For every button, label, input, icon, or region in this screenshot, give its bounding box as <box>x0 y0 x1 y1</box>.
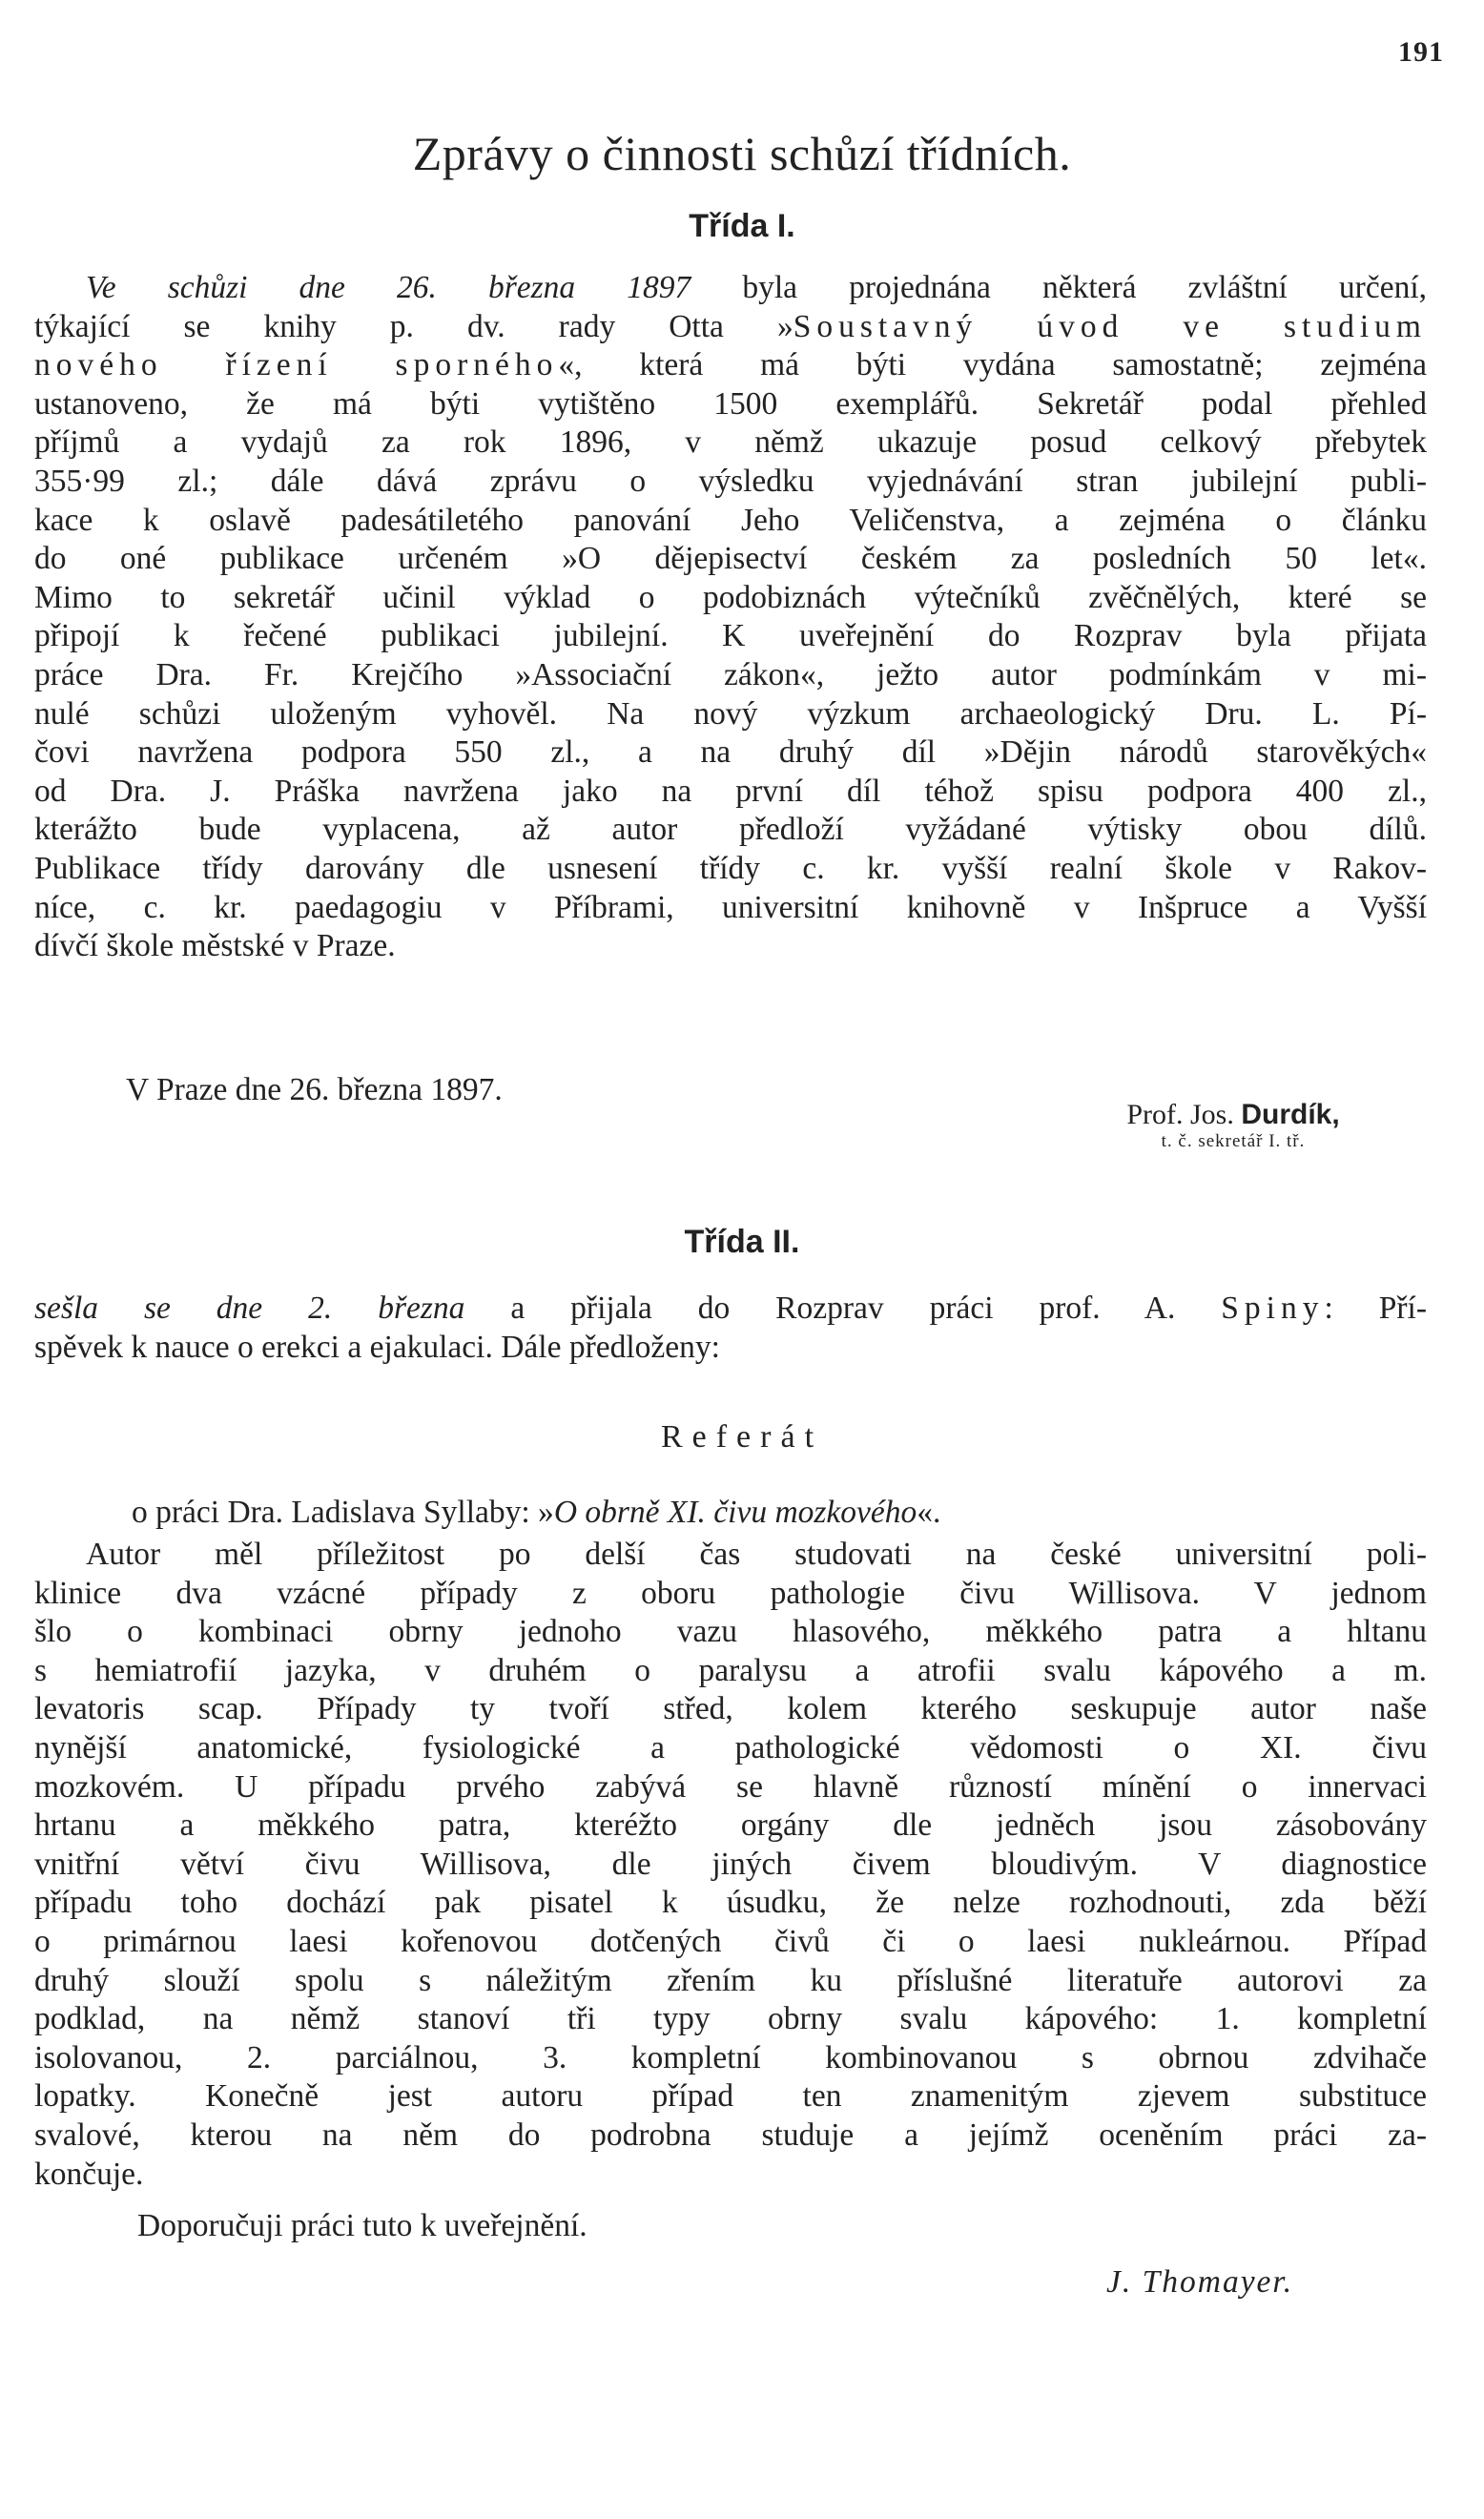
text-line: ustanoveno, že má býti vytištěno 1500 exemplářů. Sekretář podal přehled <box>34 385 1427 422</box>
text-line: s hemiatrofií jazyka, v druhém o paralysu a atrofii svalu kápového a m. <box>34 1652 1427 1688</box>
date-line: V Praze dne 26. března 1897. <box>126 1072 503 1107</box>
text-line: 355·99 zl.; dále dává zprávu o výsledku vyjednávání stran jubilejní publi- <box>34 463 1427 499</box>
text-line: končuje. <box>34 2156 144 2192</box>
text-line: dívčí škole městské v Praze. <box>34 928 396 964</box>
class-1-signature <box>1066 1099 1400 1152</box>
text-line: práce Dra. Fr. Krejčího »Associační zákon«, ježto autor podmínkám v mi- <box>34 656 1427 692</box>
text-line: níce, c. kr. paedagogiu v Příbrami, universitní knihovně v Inšpruce a Vyšší <box>34 889 1427 925</box>
text-line: nulé schůzi uloženým vyhověl. Na nový výzkum archaeologický Dru. L. Pí- <box>34 695 1427 732</box>
text-line: příjmů a vydajů za rok 1896, v němž ukazuje posud celkový přebytek <box>34 424 1427 461</box>
text-line: od Dra. J. Práška navržena jako na první díl téhož spisu podpora 400 zl., <box>34 773 1427 809</box>
text-line: do oné publikace určeném »O dějepisectví českém za posledních 50 let«. <box>34 541 1427 577</box>
text-line: vnitřní větví čivu Willisova, dle jiných čivem bloudivým. V diagnostice <box>34 1846 1427 1882</box>
text-line: spěvek k nauce o erekci a ejakulaci. Dále předloženy: <box>34 1329 720 1365</box>
class-1-heading: Třída I. <box>689 208 795 244</box>
recommendation: Doporučuji práci tuto k uveřejnění. <box>137 2208 587 2243</box>
text-line: o primárnou laesi kořenovou dotčených čivů či o laesi nukleárnou. Případ <box>34 1923 1427 1959</box>
text-line: Publikace třídy darovány dle usnesení třídy c. kr. vyšší realní škole v Rakov- <box>34 850 1427 886</box>
text-line: kterážto bude vyplacena, až autor předloží vyžádané výtisky obou dílů. <box>34 812 1427 848</box>
text-line: svalové, kterou na něm do podrobna studuje a jejímž oceněním práci za- <box>34 2116 1427 2153</box>
class-2-heading: Třída II. <box>684 1224 800 1260</box>
referat-about: o práci Dra. Ladislava Syllaby: »O obrně XI. čivu mozkového«. <box>132 1495 941 1530</box>
text-line: isolovanou, 2. parciálnou, 3. kompletní kombinovanou s obrnou zdvihače <box>34 2039 1427 2075</box>
date-phrase: sešla se dne 2. března <box>34 1290 465 1326</box>
referat-body <box>34 1536 1427 2194</box>
page-title: Zprávy o činnosti schůzí třídních. <box>412 127 1072 180</box>
date-phrase: Ve schůzi dne 26. března 1897 <box>86 270 691 305</box>
text-line: sešla se dne 2. března a přijala do Rozprav práci prof. A. Spiny: Pří- <box>34 1290 1428 1326</box>
text-line: Mimo to sekretář učinil výklad o podobiznách výtečníků zvěčnělých, které se <box>34 579 1427 615</box>
text-line: připojí k řečené publikaci jubilejní. K uveřejnění do Rozprav byla přijata <box>34 618 1427 654</box>
text-line: klinice dva vzácné případy z oboru pathologie čivu Willisova. V jednom <box>34 1575 1427 1611</box>
text-line: druhý slouží spolu s náležitým zřením ku příslušné literatuře autorovi za <box>34 1962 1427 1998</box>
referat-signature: J. Thomayer. <box>1106 2264 1294 2300</box>
about-title: O obrně XI. čivu mozkového <box>553 1495 917 1530</box>
referat-heading: Referát <box>660 1419 824 1455</box>
text-line: levatoris scap. Případy ty tvoří střed, kolem kterého seskupuje autor naše <box>34 1691 1427 1727</box>
text-line: lopatky. Konečně jest autoru případ ten znamenitým zjevem substituce <box>34 2078 1427 2115</box>
text-line: podklad, na němž stanoví tři typy obrny svalu kápového: 1. kompletní <box>34 2001 1427 2037</box>
text-line: čovi navržena podpora 550 zl., a na druhý díl »Dějin národů starověkých« <box>34 734 1427 771</box>
text-line: mozkovém. U případu prvého zabývá se hlavně růzností mínění o innervaci <box>34 1768 1427 1805</box>
text-line: nynější anatomické, fysiologické a pathologické vědomosti o XI. čivu <box>34 1729 1427 1765</box>
text-line: Autor měl příležitost po delší čas studovati na české universitní poli- <box>86 1537 1427 1572</box>
signature-name: Prof. Jos. Durdík, <box>1126 1099 1340 1130</box>
text-line: Ve schůzi dne 26. března 1897 byla projednána některá zvláštní určení, <box>86 270 1427 305</box>
text-line: hrtanu a měkkého patra, kteréžto orgány dle jedněch jsou zásobovány <box>34 1807 1427 1844</box>
text-line: nového řízení sporného«, která má býti vydána samostatně; zejména <box>34 347 1427 383</box>
text-line: šlo o kombinaci obrny jednoho vazu hlasového, měkkého patra a hltanu <box>34 1614 1427 1650</box>
text-line: týkající se knihy p. dv. rady Otta »Soustavný úvod ve studium <box>34 308 1427 344</box>
page-number: 191 <box>1398 36 1444 68</box>
text-line: případu toho dochází pak pisatel k úsudku, že nelze rozhodnouti, zda běží <box>34 1885 1427 1921</box>
text-line: kace k oslavě padesátiletého panování Jeho Veličenstva, a zejména o článku <box>34 502 1427 538</box>
signature-role: t. č. sekretář I. tř. <box>1161 1131 1306 1151</box>
class-1-report <box>34 269 1427 966</box>
class-2-intro <box>34 1290 1427 1367</box>
